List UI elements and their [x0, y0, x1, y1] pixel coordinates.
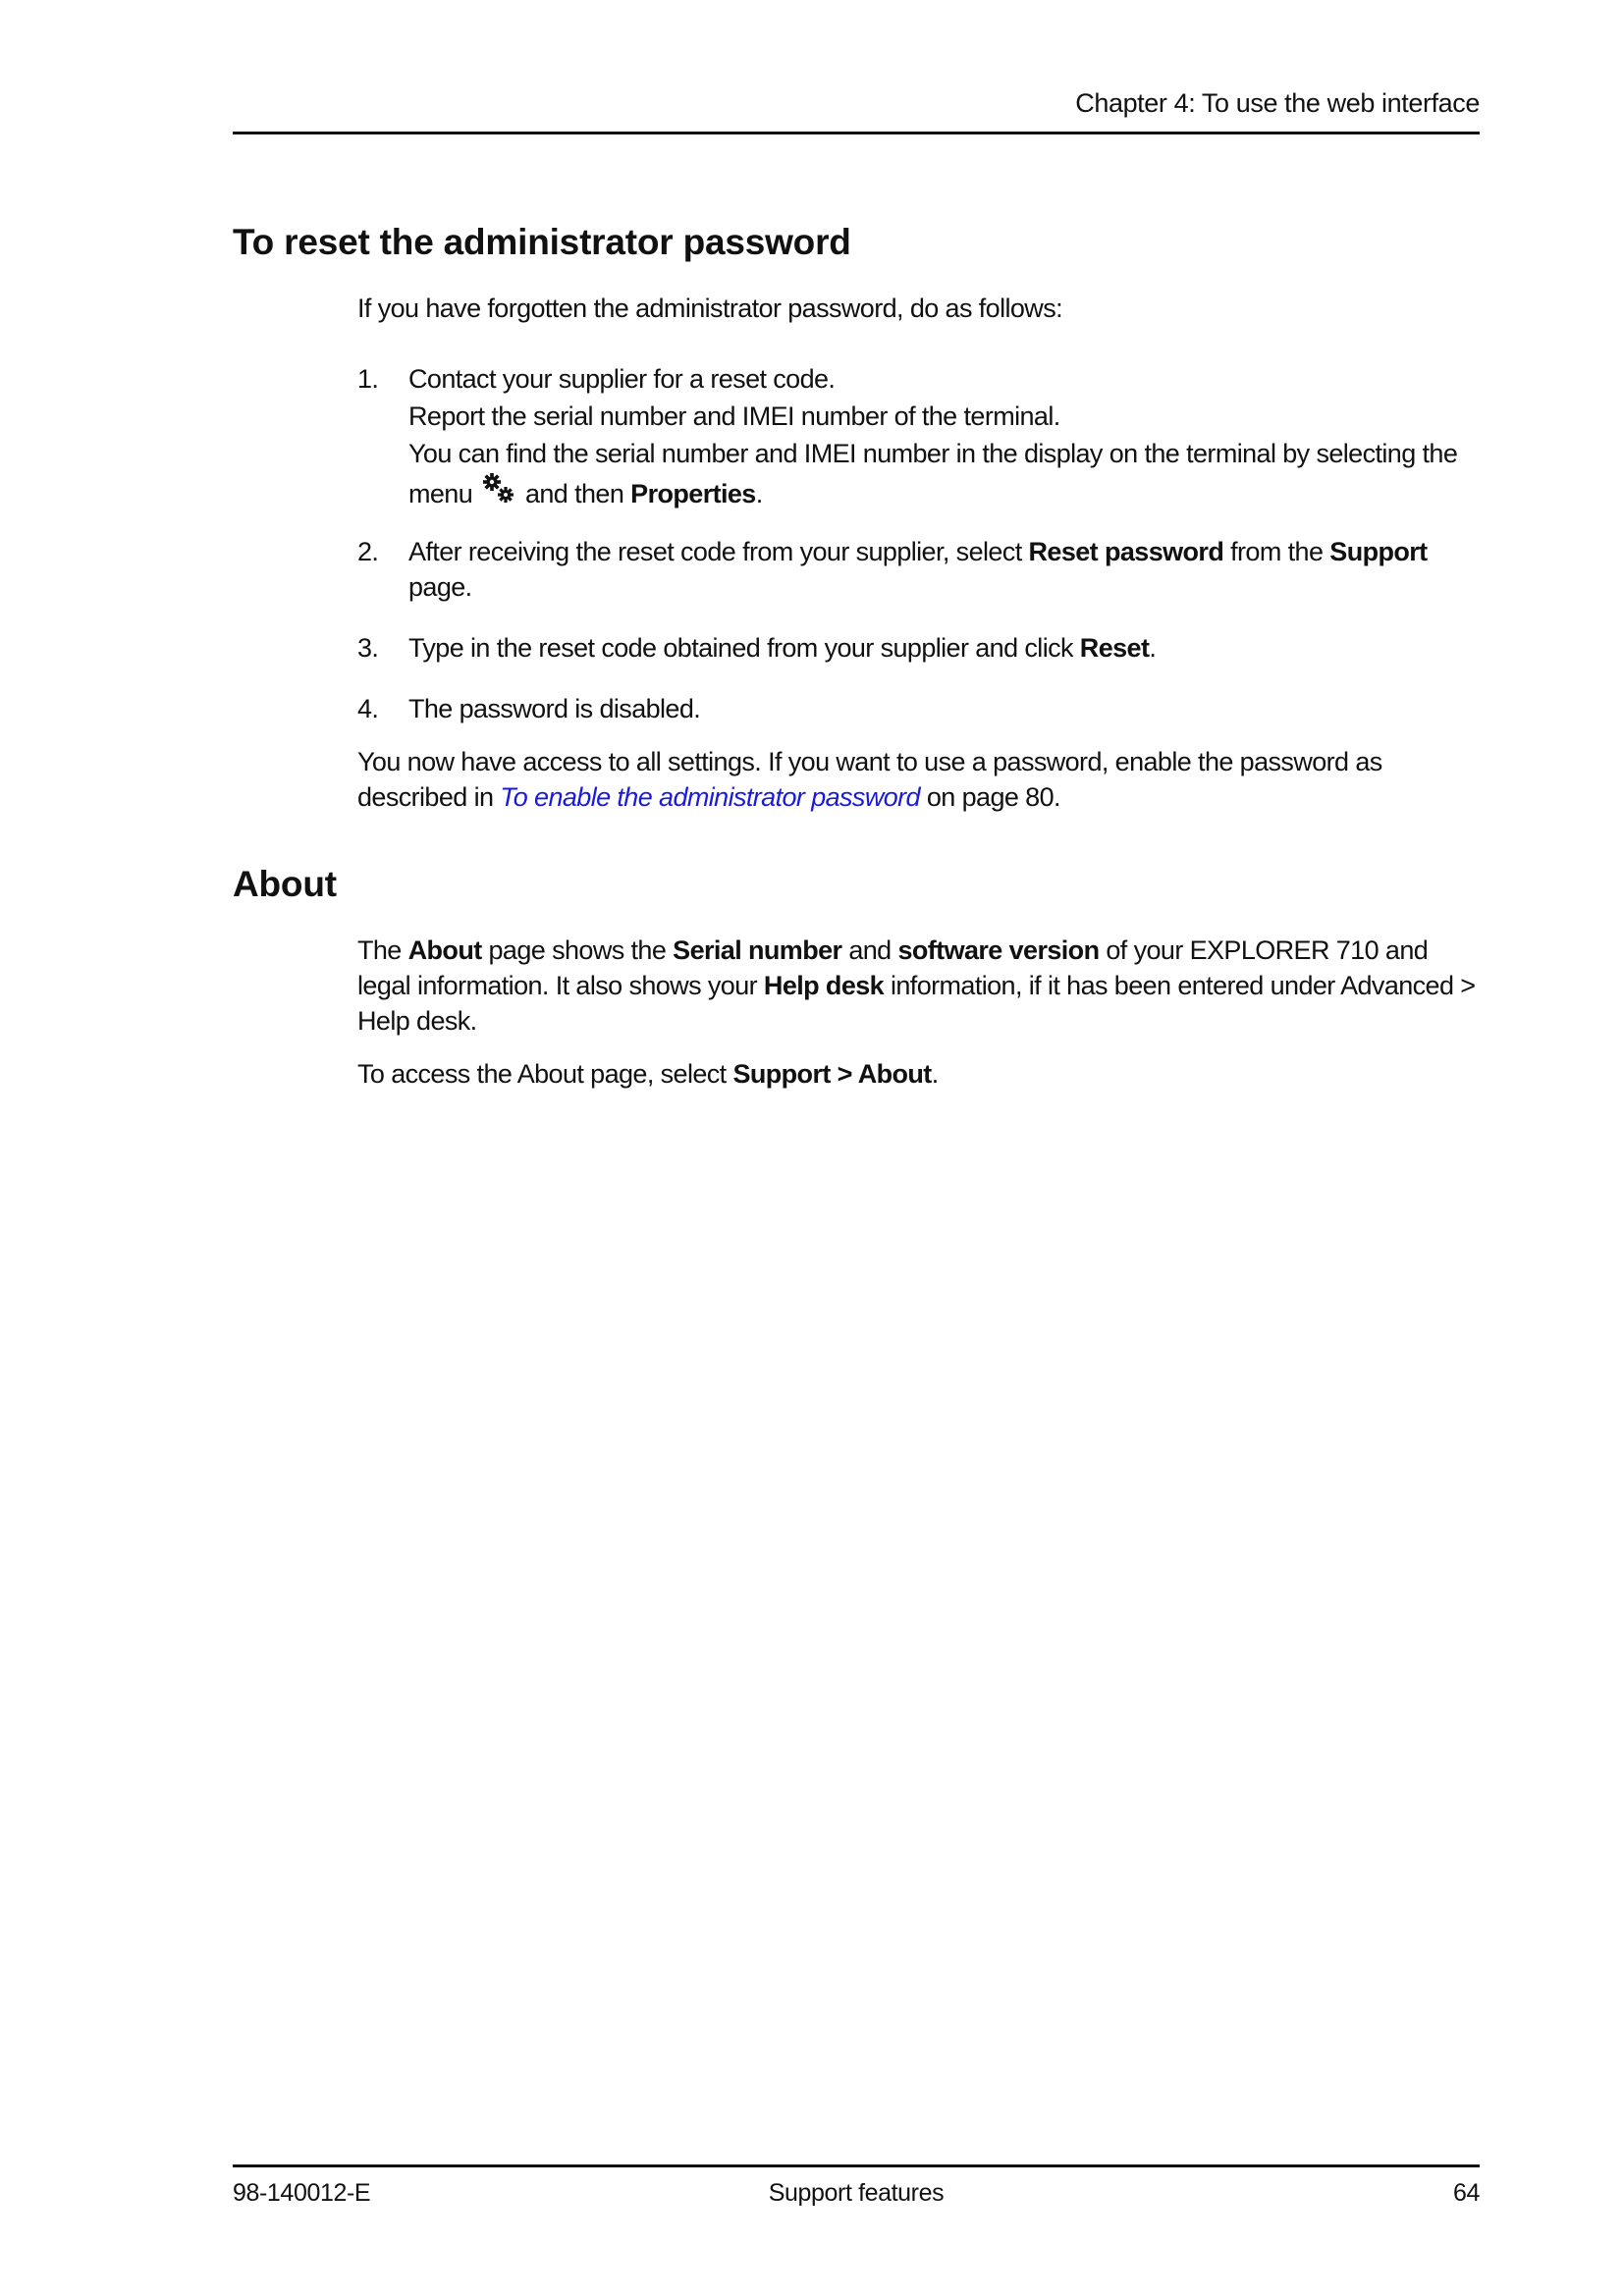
step-text: Type in the reset code obtained from your supplier and click [408, 633, 1073, 663]
step-text: . [1149, 633, 1157, 663]
page-footer [233, 2164, 1480, 2207]
about-access-paragraph [357, 1056, 1482, 1092]
serial-number-label: Serial number [673, 935, 842, 965]
about-paragraph [357, 933, 1482, 1039]
step-text: and then [524, 479, 624, 508]
step-number: 4. [357, 694, 379, 723]
support-about-path: Support > About [732, 1059, 932, 1089]
about-text: of your EXPLORER 710 and legal information. It also shows your [357, 935, 1429, 1000]
step-text: from the [1230, 537, 1324, 566]
support-label: Support [1329, 537, 1428, 566]
step-body [408, 361, 1484, 511]
gear-icon [481, 471, 516, 507]
step-text: . [755, 479, 763, 508]
step-body [408, 630, 1484, 666]
step-line [408, 436, 1484, 511]
document-number: 98-140012-E [233, 2179, 371, 2207]
enable-password-link[interactable]: To enable the administrator password [500, 782, 920, 812]
reset-password-label: Reset password [1028, 537, 1224, 566]
step-text: After receiving the reset code from your supplier, select [408, 537, 1022, 566]
outro-text: You now have access to all settings. If you want to use a password, enable the password as described in [357, 747, 1382, 812]
step-text: page. [408, 572, 472, 602]
about-text: and [848, 935, 892, 965]
step-text: You can find the serial number and IMEI number in the display on the terminal by selecting the menu [408, 439, 1458, 508]
access-text: . [931, 1059, 939, 1089]
reset-label: Reset [1079, 633, 1150, 663]
software-version-label: software version [897, 935, 1100, 965]
page-number: 64 [1452, 2179, 1480, 2207]
section-title-about: About [233, 864, 337, 904]
about-text: information, if it has been entered under Advanced > Help desk. [357, 971, 1476, 1036]
section-title-reset-password: To reset the administrator password [233, 222, 851, 262]
outro-text: on page 80. [926, 782, 1060, 812]
help-desk-label: Help desk [763, 971, 885, 1000]
step-number: 1. [357, 364, 379, 394]
properties-label: Properties [630, 479, 756, 508]
page-header [233, 88, 1480, 134]
step-number: 2. [357, 537, 379, 566]
access-text: To access the About page, select [357, 1059, 727, 1089]
step-line: Contact your supplier for a reset code. [408, 364, 836, 394]
step-body [408, 534, 1484, 605]
footer-section: Support features [768, 2179, 945, 2207]
chapter-title: Chapter 4: To use the web interface [1075, 88, 1480, 118]
about-label: About [407, 935, 482, 965]
step-number: 3. [357, 633, 379, 663]
step-line [408, 630, 1484, 666]
about-text: The [357, 935, 402, 965]
step-body [408, 691, 1484, 726]
step-line: Report the serial number and IMEI number of the terminal. [408, 401, 1060, 431]
step-line [408, 534, 1484, 605]
about-text: page shows the [488, 935, 667, 965]
section-intro: If you have forgotten the administrator password, do as follows: [357, 294, 1062, 323]
section-outro [357, 744, 1482, 815]
step-line: The password is disabled. [408, 694, 701, 723]
